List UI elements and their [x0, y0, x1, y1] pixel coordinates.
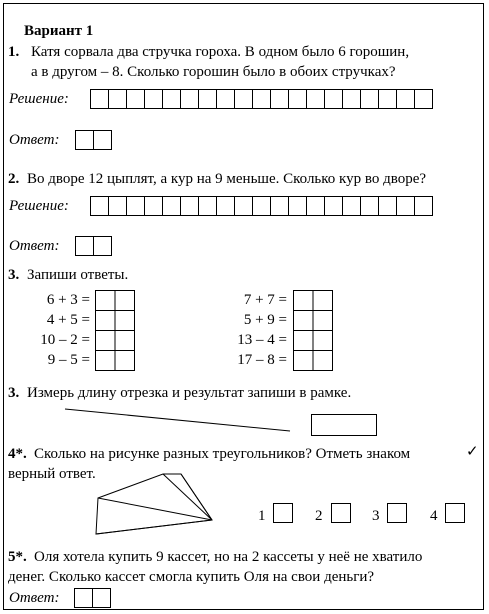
option-label-4: 4 — [430, 508, 438, 524]
task3b-text: Измерь длину отрезка и результат запиши в рамке. — [27, 385, 352, 401]
task5-number: 5*. — [8, 549, 27, 565]
solution-cell[interactable] — [342, 196, 361, 216]
task1-answer-box — [75, 130, 111, 150]
task1-solution-grid — [90, 89, 432, 109]
solution-cell[interactable] — [288, 89, 307, 109]
task3b-number: 3. — [8, 385, 20, 401]
task5-text-line1: Оля хотела купить 9 кассет, но на 2 кассеты у неё не хватило — [34, 549, 423, 565]
solution-cell[interactable] — [360, 89, 379, 109]
solution-cell[interactable] — [216, 89, 235, 109]
task3-text: Запиши ответы. — [27, 267, 129, 283]
task2-solution-label: Решение: — [9, 198, 69, 214]
solution-cell[interactable] — [378, 89, 397, 109]
triangles-figure — [88, 470, 218, 540]
solution-cell[interactable] — [270, 89, 289, 109]
solution-cell[interactable] — [360, 196, 379, 216]
task1-solution-label: Решение: — [9, 91, 69, 107]
answer-cell[interactable] — [75, 130, 94, 150]
task2-number: 2. — [8, 171, 20, 187]
checkmark-icon: ✓ — [466, 444, 479, 460]
task5-answer-box — [74, 588, 110, 608]
solution-cell[interactable] — [234, 196, 253, 216]
answer-cell[interactable] — [92, 588, 111, 608]
task1-text-line1: Катя сорвала два стручка гороха. В одном было 6 горошин, — [31, 44, 410, 60]
task2-answer-label: Ответ: — [9, 238, 60, 254]
solution-cell[interactable] — [90, 89, 109, 109]
task4-text-line1: Сколько на рисунке разных треугольников? Отметь знаком — [34, 446, 411, 462]
solution-cell[interactable] — [126, 89, 145, 109]
task2-solution-grid — [90, 196, 432, 216]
task5-answer-label: Ответ: — [9, 590, 60, 606]
solution-cell[interactable] — [306, 89, 325, 109]
solution-cell[interactable] — [396, 89, 415, 109]
task2-text: Во дворе 12 цыплят, а кур на 9 меньше. Сколько кур во дворе? — [27, 171, 427, 187]
solution-cell[interactable] — [252, 89, 271, 109]
solution-cell[interactable] — [324, 89, 343, 109]
task1-text-line2: а в другом – 8. Сколько горошин было в обоих стручках? — [31, 64, 396, 80]
variant-title: Вариант 1 — [24, 23, 94, 39]
solution-cell[interactable] — [162, 196, 181, 216]
expression-left-3: 10 – 2 = — [40, 332, 90, 348]
expression-left-4: 9 – 5 = — [47, 352, 90, 368]
solution-cell[interactable] — [126, 196, 145, 216]
measure-answer-box[interactable] — [311, 414, 377, 436]
task5-text-line2: денег. Сколько кассет смогла купить Оля на свои деньги? — [8, 569, 375, 585]
option-checkbox-1[interactable] — [273, 503, 293, 523]
solution-cell[interactable] — [144, 196, 163, 216]
option-label-3: 3 — [372, 508, 380, 524]
solution-cell[interactable] — [396, 196, 415, 216]
solution-cell[interactable] — [306, 196, 325, 216]
task3-number: 3. — [8, 267, 20, 283]
solution-cell[interactable] — [90, 196, 109, 216]
solution-cell[interactable] — [108, 196, 127, 216]
solution-cell[interactable] — [252, 196, 271, 216]
answer-cell[interactable] — [93, 236, 112, 256]
option-checkbox-3[interactable] — [387, 503, 407, 523]
expression-left-1: 6 + 3 = — [46, 292, 90, 308]
solution-cell[interactable] — [144, 89, 163, 109]
expression-right-2: 5 + 9 = — [243, 312, 287, 328]
expression-left-2: 4 + 5 = — [46, 312, 90, 328]
solution-cell[interactable] — [378, 196, 397, 216]
answer-cell[interactable] — [74, 588, 93, 608]
expression-right-4: 17 – 8 = — [237, 352, 287, 368]
task4-number: 4*. — [8, 446, 27, 462]
task2-answer-box — [75, 236, 111, 256]
solution-cell[interactable] — [216, 196, 235, 216]
solution-cell[interactable] — [234, 89, 253, 109]
option-label-1: 1 — [258, 508, 266, 524]
option-label-2: 2 — [315, 508, 323, 524]
solution-cell[interactable] — [342, 89, 361, 109]
answers-grid-left[interactable] — [95, 290, 135, 371]
grid-lines — [95, 290, 135, 371]
task4-text-line2: верный ответ. — [8, 466, 96, 482]
option-checkbox-2[interactable] — [331, 503, 351, 523]
solution-cell[interactable] — [198, 89, 217, 109]
answer-cell[interactable] — [75, 236, 94, 256]
option-checkbox-4[interactable] — [445, 503, 465, 523]
solution-cell[interactable] — [414, 196, 433, 216]
solution-cell[interactable] — [198, 196, 217, 216]
expression-right-3: 13 – 4 = — [237, 332, 287, 348]
solution-cell[interactable] — [180, 196, 199, 216]
answers-grid-right[interactable] — [293, 290, 333, 371]
solution-cell[interactable] — [288, 196, 307, 216]
solution-cell[interactable] — [414, 89, 433, 109]
solution-cell[interactable] — [108, 89, 127, 109]
task1-answer-label: Ответ: — [9, 132, 60, 148]
answer-cell[interactable] — [93, 130, 112, 150]
line-segment — [60, 405, 300, 435]
task1-number: 1. — [8, 44, 20, 60]
solution-cell[interactable] — [162, 89, 181, 109]
grid-lines — [293, 290, 333, 371]
solution-cell[interactable] — [324, 196, 343, 216]
solution-cell[interactable] — [270, 196, 289, 216]
solution-cell[interactable] — [180, 89, 199, 109]
expression-right-1: 7 + 7 = — [243, 292, 287, 308]
